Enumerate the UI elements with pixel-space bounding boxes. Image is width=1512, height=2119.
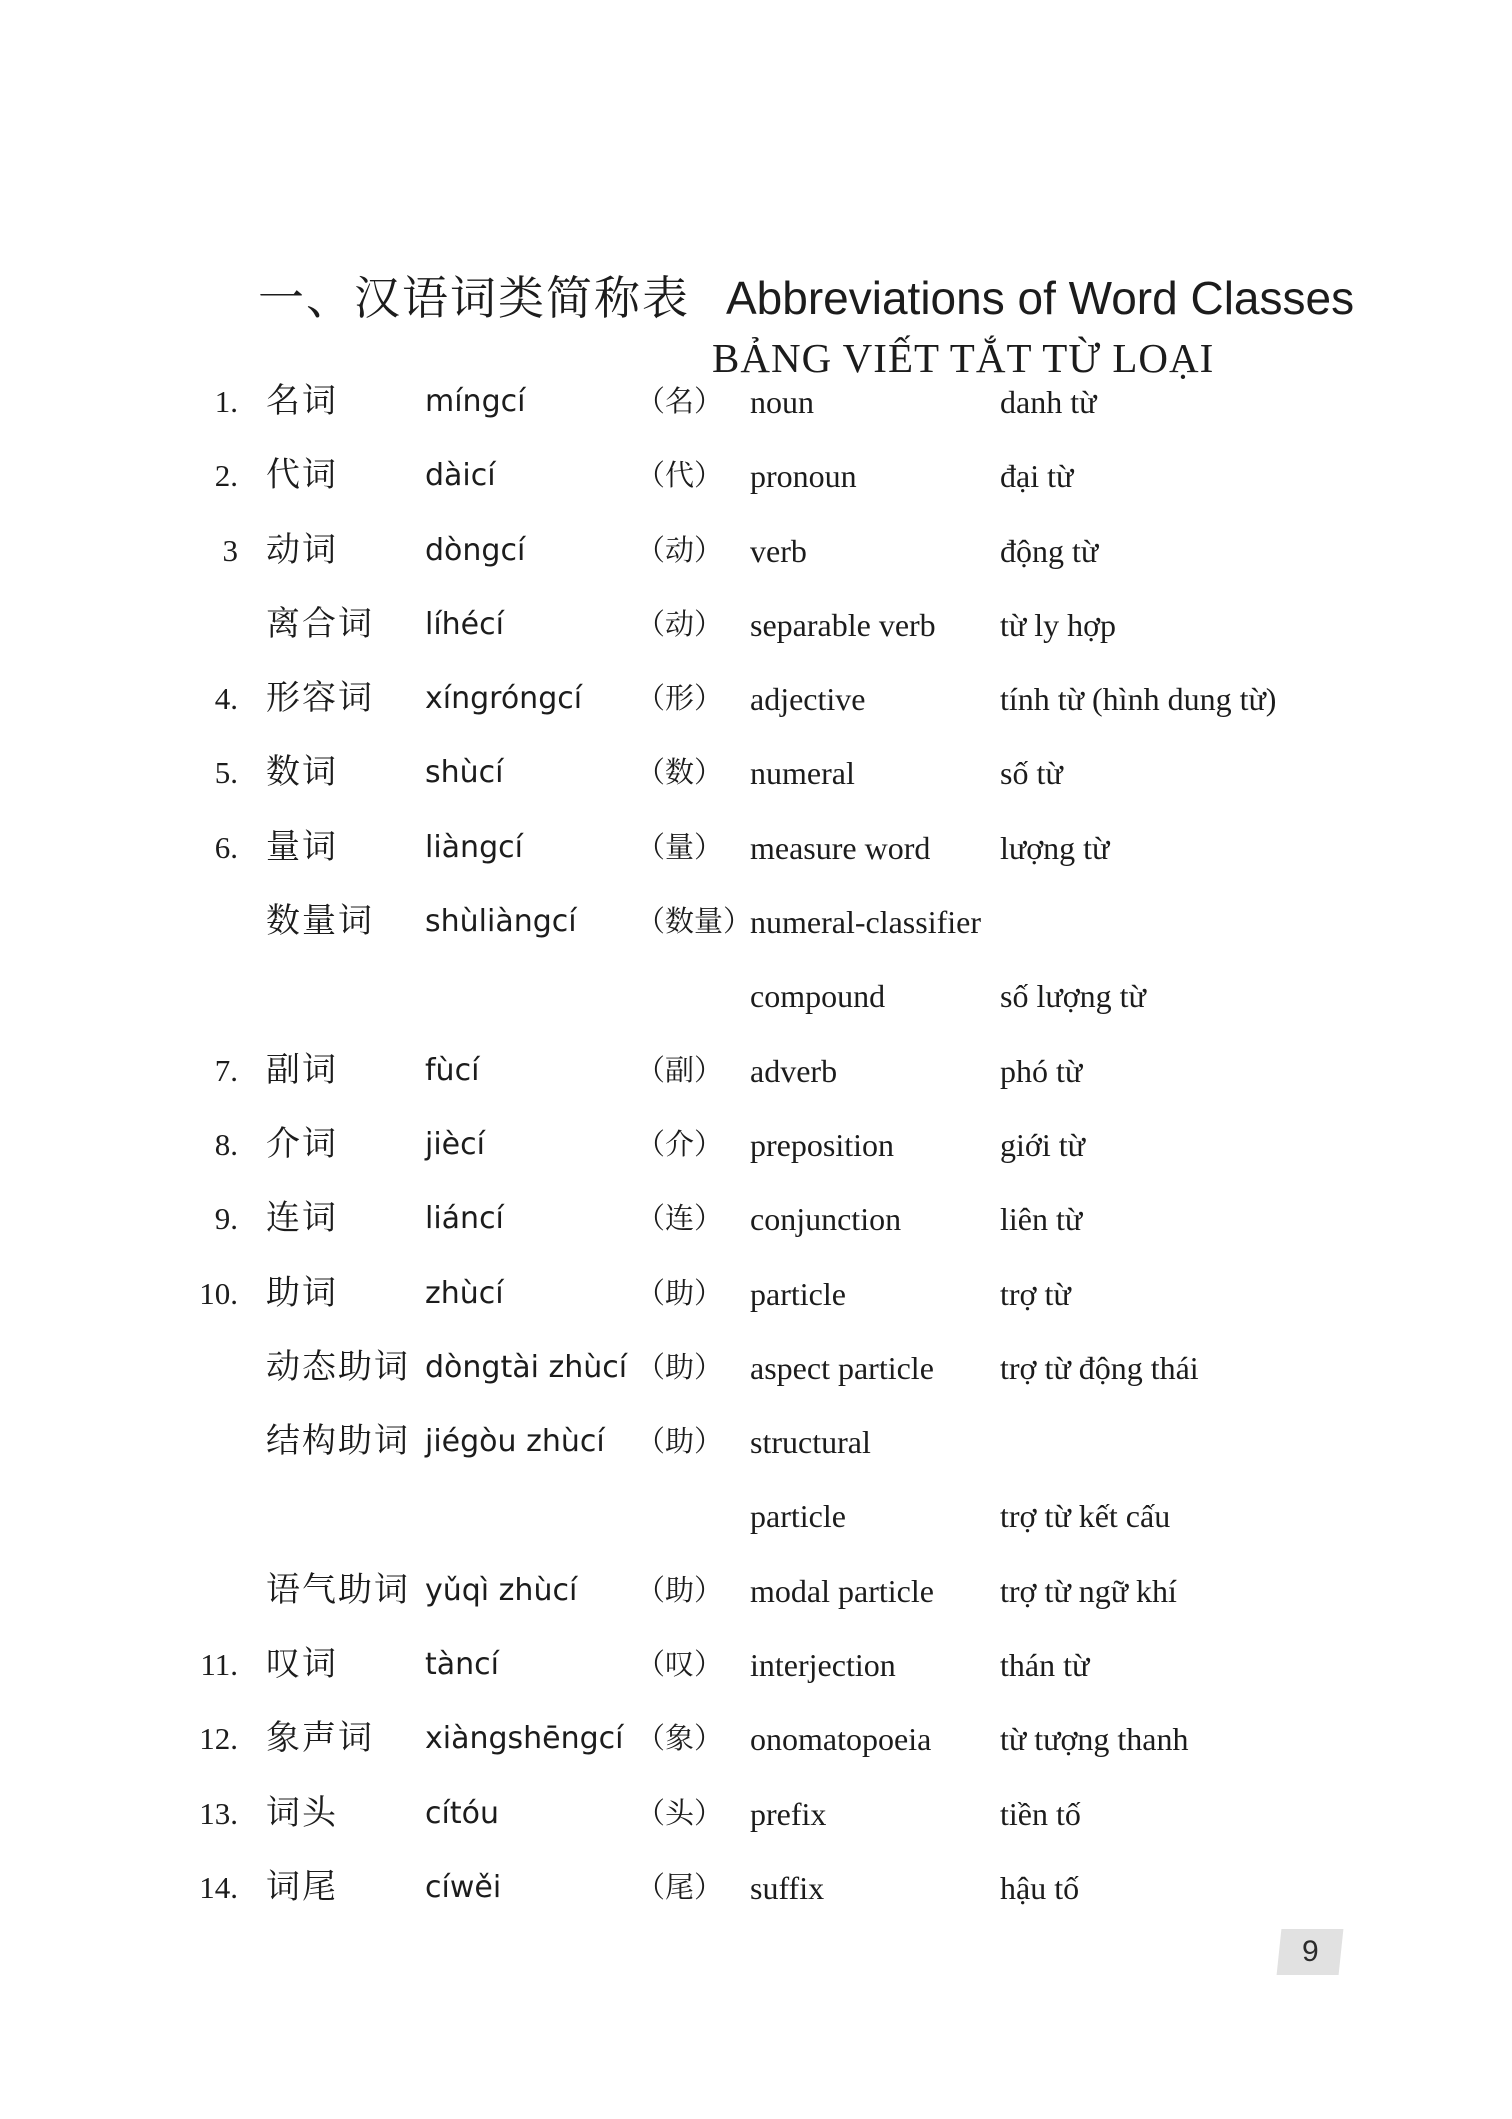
cell-num: 10.	[199, 1275, 238, 1311]
table-row	[0, 736, 1512, 810]
cell-vietnamese: liên từ	[1000, 1201, 1083, 1238]
cell-abbr: （形）	[636, 683, 724, 716]
cell-english: separable verb	[750, 606, 936, 643]
cell-pinyin: fùcí	[425, 1052, 480, 1088]
cell-hanzi: 名词	[266, 383, 338, 420]
table-row	[0, 662, 1512, 736]
table-row	[0, 1034, 1512, 1108]
table-row	[0, 1554, 1512, 1628]
cell-abbr: （连）	[636, 1203, 724, 1236]
cell-vietnamese: trợ từ ngữ khí	[1000, 1572, 1177, 1609]
cell-num: 11.	[200, 1647, 238, 1683]
cell-pinyin: dòngtài zhùcí	[425, 1349, 628, 1385]
cell-pinyin: xíngróngcí	[425, 681, 583, 717]
cell-english: measure word	[750, 829, 931, 866]
cell-num: 1.	[214, 384, 238, 419]
table-row	[0, 1257, 1512, 1331]
table-row	[0, 1628, 1512, 1702]
cell-num: 5.	[214, 755, 238, 791]
cell-hanzi: 语气助词	[266, 1571, 410, 1609]
cell-hanzi: 结构助词	[266, 1423, 410, 1461]
cell-pinyin: dòngcí	[425, 532, 526, 568]
cell-abbr: （头）	[636, 1797, 724, 1830]
cell-num: 9.	[214, 1201, 238, 1237]
cell-hanzi: 连词	[266, 1200, 338, 1238]
cell-hanzi: 动态助词	[266, 1348, 410, 1386]
cell-pinyin: cíwěi	[425, 1869, 502, 1905]
cell-vietnamese: phó từ	[1000, 1052, 1083, 1089]
cell-abbr: （代）	[636, 460, 724, 493]
cell-english: compound	[750, 978, 886, 1015]
cell-abbr: （动）	[636, 608, 724, 641]
cell-pinyin: líhécí	[425, 606, 504, 642]
cell-vietnamese: tiền tố	[1000, 1795, 1081, 1832]
table-row	[0, 885, 1512, 959]
table-row	[0, 811, 1512, 885]
cell-pinyin: liáncí	[425, 1201, 504, 1237]
table-row	[0, 1331, 1512, 1405]
cell-abbr: （介）	[636, 1128, 724, 1161]
cell-pinyin: zhùcí	[425, 1275, 504, 1311]
cell-vietnamese: thán từ	[1000, 1647, 1090, 1684]
table-row	[0, 1702, 1512, 1776]
cell-hanzi: 离合词	[266, 605, 374, 643]
table-row	[0, 1182, 1512, 1256]
cell-abbr: （副）	[636, 1054, 724, 1087]
cell-abbr: （量）	[636, 831, 724, 864]
cell-abbr: （尾）	[636, 1871, 724, 1904]
table-row	[0, 1777, 1512, 1851]
cell-vietnamese: trợ từ động thái	[1000, 1349, 1199, 1386]
cell-pinyin: dàicí	[425, 458, 496, 494]
table-row	[0, 365, 1512, 439]
page-title-chinese: 一、汉语词类简称表	[258, 273, 690, 324]
cell-pinyin: shùcí	[425, 755, 504, 791]
table-row	[0, 1108, 1512, 1182]
cell-num: 7.	[214, 1052, 238, 1088]
table-row	[0, 959, 1512, 1033]
cell-hanzi: 叹词	[266, 1646, 338, 1684]
cell-abbr: （叹）	[636, 1649, 724, 1682]
cell-num: 4.	[214, 681, 238, 717]
cell-vietnamese: giới từ	[1000, 1126, 1085, 1163]
cell-vietnamese: động từ	[1000, 532, 1099, 569]
cell-english: conjunction	[750, 1201, 902, 1238]
cell-hanzi: 形容词	[266, 680, 374, 718]
cell-abbr: （助）	[636, 1574, 724, 1607]
cell-english: particle	[750, 1275, 846, 1312]
cell-vietnamese: từ tượng thanh	[1000, 1721, 1189, 1758]
cell-english: suffix	[750, 1869, 825, 1906]
cell-english: modal particle	[750, 1572, 934, 1609]
page-number-badge	[1277, 1929, 1344, 1975]
cell-hanzi: 动词	[266, 531, 338, 569]
cell-num: 3	[222, 532, 238, 568]
cell-hanzi: 数词	[266, 754, 338, 792]
cell-vietnamese: tính từ (hình dung từ)	[1000, 681, 1277, 718]
cell-num: 8.	[214, 1126, 238, 1162]
cell-vietnamese: trợ từ	[1000, 1275, 1071, 1312]
cell-pinyin: tàncí	[425, 1647, 499, 1683]
table-row	[0, 1405, 1512, 1479]
cell-num: 12.	[199, 1721, 238, 1757]
cell-english: prefix	[750, 1795, 827, 1832]
cell-hanzi: 象声词	[266, 1720, 374, 1758]
cell-vietnamese: đại từ	[1000, 458, 1074, 495]
cell-english: numeral-classifier	[750, 904, 981, 941]
cell-hanzi: 词头	[266, 1794, 338, 1832]
table-row	[0, 588, 1512, 662]
cell-english: preposition	[750, 1126, 894, 1163]
cell-vietnamese: danh từ	[1000, 384, 1097, 420]
cell-english: noun	[750, 384, 814, 420]
cell-hanzi: 词尾	[266, 1868, 338, 1906]
table-row	[0, 439, 1512, 513]
cell-hanzi: 助词	[266, 1274, 338, 1312]
cell-pinyin: xiàngshēngcí	[425, 1721, 624, 1757]
cell-abbr: （动）	[636, 534, 724, 567]
cell-abbr: （象）	[636, 1723, 724, 1756]
cell-hanzi: 副词	[266, 1051, 338, 1089]
cell-english: adverb	[750, 1052, 838, 1089]
cell-abbr: （助）	[636, 1351, 724, 1384]
cell-english: interjection	[750, 1647, 896, 1684]
page-subtitle-vietnamese: BẢNG VIẾT TẮT TỪ LOẠI	[712, 335, 1215, 381]
table-row	[0, 1479, 1512, 1553]
cell-pinyin: liàngcí	[425, 829, 523, 865]
page-number: 9	[1301, 1935, 1319, 1968]
page-title-english: Abbreviations of Word Classes	[726, 272, 1355, 324]
cell-vietnamese: lượng từ	[1000, 829, 1110, 866]
cell-num: 6.	[214, 829, 238, 865]
cell-english: numeral	[750, 755, 855, 792]
cell-pinyin: yǔqì zhùcí	[425, 1572, 578, 1608]
cell-vietnamese: trợ từ kết cấu	[1000, 1498, 1171, 1535]
cell-hanzi: 量词	[266, 828, 338, 866]
table-row	[0, 1851, 1512, 1925]
cell-hanzi: 介词	[266, 1125, 338, 1163]
cell-hanzi: 数量词	[266, 903, 374, 941]
cell-english: aspect particle	[750, 1349, 934, 1386]
cell-english: pronoun	[750, 458, 857, 495]
cell-num: 13.	[199, 1795, 238, 1831]
cell-abbr: （助）	[636, 1277, 724, 1310]
cell-vietnamese: số từ	[1000, 755, 1063, 792]
cell-english: adjective	[750, 681, 866, 718]
cell-pinyin: jiégòu zhùcí	[425, 1424, 605, 1460]
page-title	[258, 262, 1354, 328]
cell-num: 2.	[214, 458, 238, 494]
cell-abbr: （数）	[636, 757, 724, 790]
cell-vietnamese: hậu tố	[1000, 1869, 1080, 1906]
cell-english: particle	[750, 1498, 846, 1535]
cell-pinyin: jiècí	[425, 1126, 485, 1162]
cell-pinyin: míngcí	[425, 384, 526, 419]
cell-num: 14.	[199, 1869, 238, 1905]
cell-pinyin: shùliàngcí	[425, 904, 577, 940]
cell-hanzi: 代词	[266, 457, 338, 495]
word-class-table	[0, 365, 1512, 1925]
cell-abbr: （名）	[636, 386, 724, 418]
cell-english: onomatopoeia	[750, 1721, 932, 1758]
cell-vietnamese: số lượng từ	[1000, 978, 1146, 1015]
table-row	[0, 514, 1512, 588]
cell-vietnamese: từ ly hợp	[1000, 606, 1117, 643]
cell-abbr: （助）	[636, 1426, 724, 1459]
cell-english: verb	[750, 532, 807, 569]
cell-english: structural	[750, 1424, 871, 1461]
cell-pinyin: cítóu	[425, 1795, 499, 1831]
cell-abbr: （数量）	[636, 906, 753, 939]
